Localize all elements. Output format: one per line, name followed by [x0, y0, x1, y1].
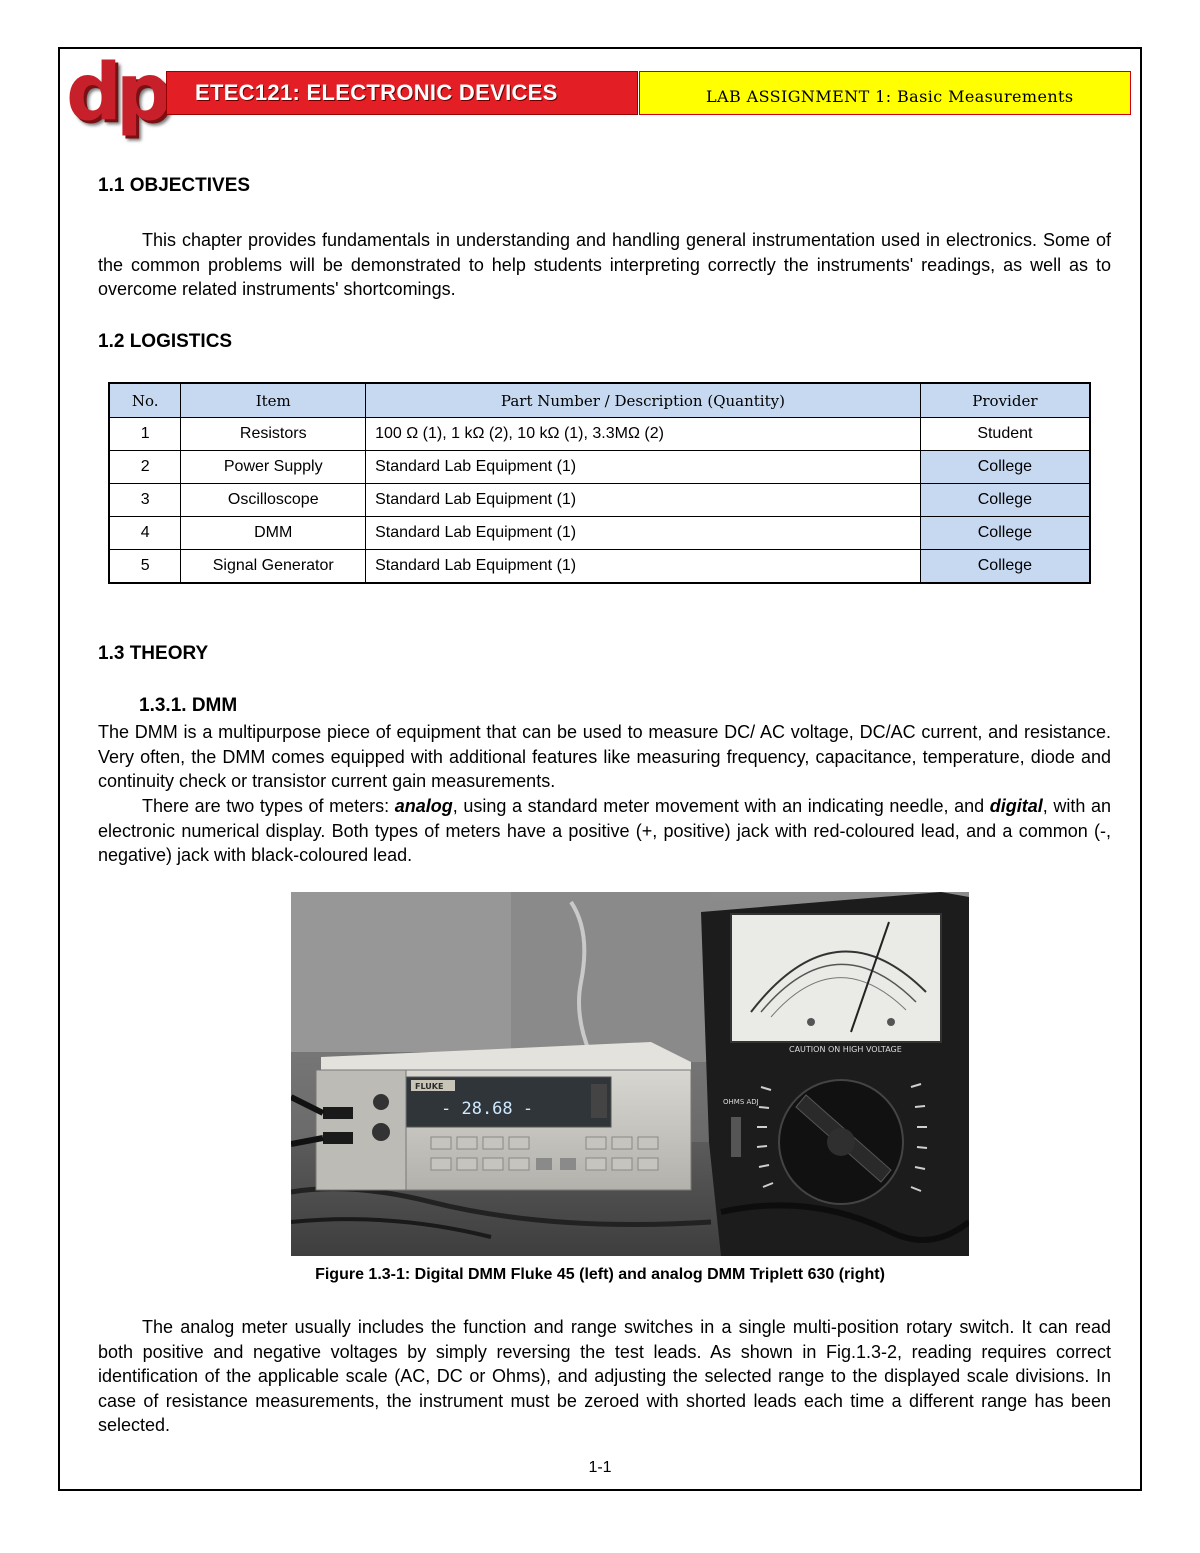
cell-item: Resistors: [181, 418, 366, 451]
cell-no: 5: [109, 550, 181, 584]
analog-text: The analog meter usually includes the function and range switches in a single multi-position rotary switch. It can read both positive and negative voltages by simply reversing the test leads. As shown in Fig.1.3-2, reading requires correct identification of the applicable scale (AC, DC or Ohms), and adjusting the selected range to the displayed scale divisions. In case of resistance measurements, the instrument must be zeroed with shorted leads each time a different range has been selected.: [98, 1317, 1111, 1435]
dmm-paragraph-2: [98, 794, 1111, 868]
cell-provider: College: [920, 451, 1090, 484]
objectives-heading: 1.1 OBJECTIVES: [98, 175, 251, 196]
dmm-p2-b: , using a standard meter movement with an indicating needle, and: [452, 796, 990, 816]
ohms-adj-label: OHMS ADJ: [723, 1098, 759, 1106]
logistics-table: [108, 382, 1091, 584]
table-header-row: [109, 383, 1090, 418]
cell-provider: College: [920, 484, 1090, 517]
table-row: [109, 418, 1090, 451]
dmm-photo: [291, 892, 969, 1256]
logistics-heading: 1.2 LOGISTICS: [98, 331, 233, 352]
cell-no: 2: [109, 451, 181, 484]
dmm-paragraph-1: [98, 720, 1111, 794]
dmm-p2-c: , with an electronic numerical display. Both types of meters have a positive (+, positive) jack with red-coloured lead, and a common (-, negative) jack with black-coloured lead.: [98, 796, 1111, 865]
digital-term: digital: [989, 796, 1043, 816]
objectives-paragraph: [98, 228, 1111, 302]
fluke-display-reading: - 28.68 -: [441, 1099, 534, 1119]
logo-text: dp: [66, 48, 166, 138]
page-number: 1-1: [588, 1459, 612, 1476]
cell-no: 4: [109, 517, 181, 550]
dmm-p2-a: There are two types of meters:: [142, 796, 395, 816]
analog-caution-label: CAUTION ON HIGH VOLTAGE: [789, 1045, 902, 1054]
analog-paragraph: [98, 1315, 1111, 1438]
cell-item: Signal Generator: [181, 550, 366, 584]
cell-item: DMM: [181, 517, 366, 550]
assignment-title: LAB ASSIGNMENT 1: Basic Measurements: [639, 71, 1131, 115]
table-row: [109, 484, 1090, 517]
figure-caption: Figure 1.3-1: Digital DMM Fluke 45 (left) and analog DMM Triplett 630 (right): [315, 1266, 885, 1283]
col-header-item: Item: [181, 383, 366, 418]
cell-description: Standard Lab Equipment (1): [366, 517, 921, 550]
cell-provider: College: [920, 517, 1090, 550]
cell-description: Standard Lab Equipment (1): [366, 550, 921, 584]
course-title: ETEC121: ELECTRONIC DEVICES: [166, 71, 638, 115]
cell-provider: Student: [920, 418, 1090, 451]
table-row: [109, 517, 1090, 550]
table-row: [109, 451, 1090, 484]
theory-heading: 1.3 THEORY: [98, 643, 209, 664]
table-row: [109, 550, 1090, 584]
cell-description: Standard Lab Equipment (1): [366, 451, 921, 484]
cell-no: 1: [109, 418, 181, 451]
analog-term: analog: [394, 796, 453, 816]
dmm-heading: 1.3.1. DMM: [139, 695, 238, 716]
cell-no: 3: [109, 484, 181, 517]
dp-logo: [66, 48, 166, 138]
cell-description: 100 Ω (1), 1 kΩ (2), 10 kΩ (1), 3.3MΩ (2): [366, 418, 921, 451]
col-header-no: No.: [109, 383, 181, 418]
dmm-photo-illustration: [291, 892, 969, 1256]
objectives-text: This chapter provides fundamentals in understanding and handling general instrumentation used in electronics. Some of the common problems will be demonstrated to help students interpreting correctly the instruments' readings, as well as to overcome related instruments' shortcomings.: [98, 230, 1111, 299]
col-header-provider: Provider: [920, 383, 1090, 418]
fluke-brand-label: FLUKE: [415, 1082, 444, 1091]
col-header-description: Part Number / Description (Quantity): [366, 383, 921, 418]
dmm-p1-text: The DMM is a multipurpose piece of equipment that can be used to measure DC/ AC voltage, DC/AC current, and resistance. Very often, the DMM comes equipped with additional features like measuring frequency, capacitance, temperature, diode and continuity check or transistor current gain measurements.: [98, 722, 1111, 791]
cell-description: Standard Lab Equipment (1): [366, 484, 921, 517]
cell-item: Power Supply: [181, 451, 366, 484]
cell-item: Oscilloscope: [181, 484, 366, 517]
cell-provider: College: [920, 550, 1090, 584]
